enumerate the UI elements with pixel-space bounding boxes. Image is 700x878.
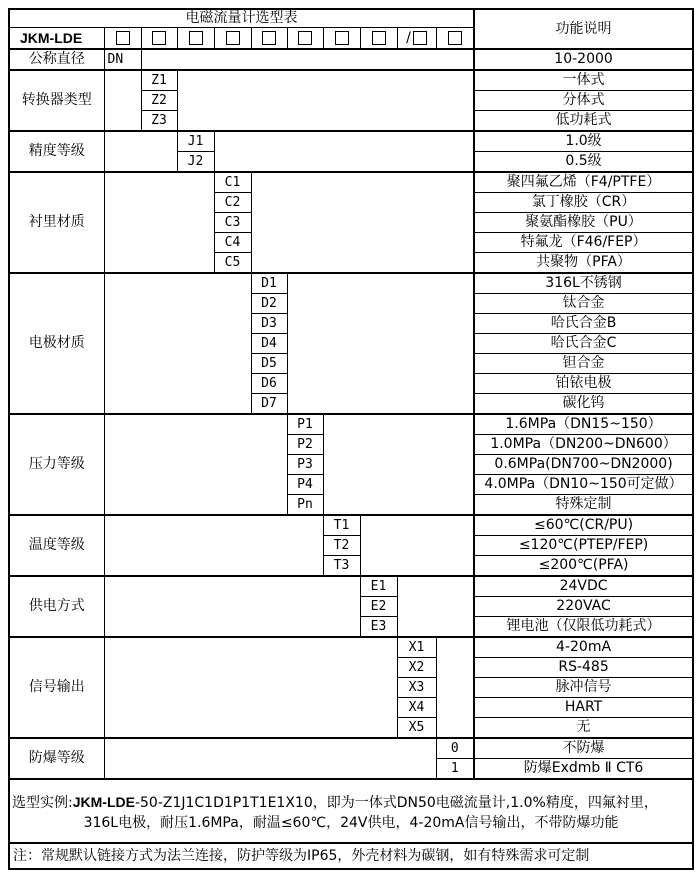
checkbox-icon[interactable] (189, 31, 203, 45)
slash-separator: / (406, 30, 411, 46)
code-cell: C3 (214, 213, 251, 233)
spacer-cell (104, 738, 436, 779)
example-text: -50-Z1J1C1D1P1T1E1X10，即为一体式DN50电磁流量计,1.0%精度，四氟衬里， (134, 794, 658, 811)
checkbox-icon[interactable] (262, 31, 276, 45)
code-cell: E2 (360, 597, 397, 617)
code-cell: E1 (360, 576, 397, 597)
desc-cell: 脉冲信号 (474, 678, 693, 698)
category-signal-output: 信号输出 (9, 637, 104, 738)
code-cell: X3 (397, 678, 436, 698)
code-cell: C2 (214, 193, 251, 213)
function-column-header: 功能说明 (474, 9, 693, 49)
code-cell: T2 (323, 536, 360, 556)
example-prefix: 选型实例: (12, 794, 73, 811)
desc-cell: HART (474, 698, 693, 718)
category-lining: 衬里材质 (9, 172, 104, 273)
checkbox-cell[interactable] (360, 28, 397, 50)
spacer-cell (323, 414, 474, 515)
code-cell: D1 (251, 273, 287, 294)
spacer-cell (104, 637, 397, 738)
desc-cell: 氯丁橡胶（CR） (474, 193, 693, 213)
code-cell: Pn (287, 495, 323, 516)
desc-cell: 哈氏合金B (474, 314, 693, 334)
example-line-2: 316L电极，耐压1.6MPa，耐温≤60℃，24V供电，4-20mA信号输出，不带防爆功能 (83, 814, 619, 831)
desc-cell: 碳化钨 (474, 394, 693, 415)
desc-cell: 1.6MPa（DN15~150） (474, 414, 693, 435)
code-cell: C4 (214, 233, 251, 253)
code-cell: D3 (251, 314, 287, 334)
desc-cell: 4.0MPa（DN10~150可定做） (474, 475, 693, 495)
checkbox-cell[interactable] (141, 28, 177, 50)
code-cell: D5 (251, 354, 287, 374)
desc-cell: 220VAC (474, 597, 693, 617)
desc-cell: 特氟龙（F46/FEP） (474, 233, 693, 253)
code-cell: Z3 (141, 111, 177, 132)
spacer-cell (251, 172, 474, 273)
spacer-cell (360, 515, 474, 576)
desc-cell: 24VDC (474, 576, 693, 597)
desc-cell: 聚四氟乙烯（F4/PTFE） (474, 172, 693, 193)
code-cell: D2 (251, 294, 287, 314)
checkbox-icon[interactable] (226, 31, 240, 45)
checkbox-cell[interactable] (323, 28, 360, 50)
desc-cell: RS-485 (474, 658, 693, 678)
spacer-cell (177, 70, 474, 131)
model-label: JKM-LDE (9, 28, 104, 50)
desc-cell: 1.0MPa（DN200~DN600） (474, 435, 693, 455)
desc-cell: 一体式 (474, 70, 693, 91)
spacer-cell (287, 273, 474, 414)
code-cell: P1 (287, 414, 323, 435)
selection-table (8, 8, 694, 870)
code-cell: J2 (177, 152, 214, 173)
example-row (9, 779, 693, 843)
desc-cell: 不防爆 (474, 738, 693, 759)
spacer-cell (397, 576, 474, 637)
checkbox-icon[interactable] (116, 31, 130, 45)
category-accuracy: 精度等级 (9, 131, 104, 172)
checkbox-cell[interactable] (287, 28, 323, 50)
category-power-supply: 供电方式 (9, 576, 104, 637)
spacer-cell (104, 515, 323, 576)
spacer-cell (104, 273, 251, 414)
category-pressure: 压力等级 (9, 414, 104, 515)
code-cell: Z2 (141, 91, 177, 111)
code-cell: P3 (287, 455, 323, 475)
desc-cell: 0.5级 (474, 152, 693, 173)
code-cell: P2 (287, 435, 323, 455)
code-cell: Z1 (141, 70, 177, 91)
code-cell: T3 (323, 556, 360, 577)
checkbox-cell[interactable] (436, 28, 474, 50)
desc-cell: 10-2000 (474, 49, 693, 70)
desc-cell: 分体式 (474, 91, 693, 111)
desc-cell: ≤200℃(PFA) (474, 556, 693, 577)
code-cell: P4 (287, 475, 323, 495)
desc-cell: 防爆Exdmb Ⅱ CT6 (474, 759, 693, 780)
category-electrode: 电极材质 (9, 273, 104, 414)
code-cell: J1 (177, 131, 214, 152)
desc-cell: 0.6MPa(DN700~DN2000) (474, 455, 693, 475)
checkbox-icon[interactable] (298, 31, 312, 45)
checkbox-cell[interactable] (397, 28, 436, 50)
code-cell: X5 (397, 718, 436, 739)
code-cell: D4 (251, 334, 287, 354)
code-cell: 1 (436, 759, 474, 780)
code-cell: C1 (214, 172, 251, 193)
code-cell: E3 (360, 617, 397, 638)
code-cell: 0 (436, 738, 474, 759)
category-explosion-proof: 防爆等级 (9, 738, 104, 779)
desc-cell: 4-20mA (474, 637, 693, 658)
desc-cell: 哈氏合金C (474, 334, 693, 354)
checkbox-icon[interactable] (372, 31, 386, 45)
checkbox-icon[interactable] (152, 31, 166, 45)
example-model: JKM-LDE (72, 793, 135, 810)
spacer-cell (104, 70, 141, 131)
spacer-cell (141, 49, 474, 70)
code-cell: D6 (251, 374, 287, 394)
spacer-cell (104, 131, 177, 172)
code-cell: X4 (397, 698, 436, 718)
desc-cell: 316L不锈钢 (474, 273, 693, 294)
desc-cell: ≤120℃(PTEP/FEP) (474, 536, 693, 556)
code-cell: C5 (214, 253, 251, 274)
checkbox-cell[interactable] (104, 28, 141, 50)
code-cell: T1 (323, 515, 360, 536)
spacer-cell (436, 637, 474, 738)
category-temperature: 温度等级 (9, 515, 104, 576)
spacer-cell (104, 172, 214, 273)
desc-cell: 低功耗式 (474, 111, 693, 132)
desc-cell: 聚氨酯橡胶（PU） (474, 213, 693, 233)
category-converter-type: 转换器类型 (9, 70, 104, 131)
note-row: 注：常规默认链接方式为法兰连接，防护等级为IP65，外壳材料为碳钢，如有特殊需求可定制 (9, 843, 693, 869)
code-cell: X1 (397, 637, 436, 658)
table-title: 电磁流量计选型表 (9, 9, 474, 28)
desc-cell: ≤60℃(CR/PU) (474, 515, 693, 536)
checkbox-cell[interactable] (177, 28, 214, 50)
checkbox-icon[interactable] (448, 31, 462, 45)
desc-cell: 1.0级 (474, 131, 693, 152)
desc-cell: 钽合金 (474, 354, 693, 374)
code-cell-dn: DN (104, 49, 141, 70)
desc-cell: 铂铱电极 (474, 374, 693, 394)
spacer-cell (104, 414, 287, 515)
code-cell: X2 (397, 658, 436, 678)
code-cell: D7 (251, 394, 287, 415)
spacer-cell (214, 131, 474, 172)
desc-cell: 共聚物（PFA） (474, 253, 693, 274)
checkbox-cell[interactable] (214, 28, 251, 50)
category-diameter: 公称直径 (9, 49, 104, 70)
checkbox-icon[interactable] (413, 31, 427, 45)
example-line-1 (12, 792, 690, 813)
desc-cell: 无 (474, 718, 693, 739)
desc-cell: 锂电池（仅限低功耗式） (474, 617, 693, 638)
checkbox-cell[interactable] (251, 28, 287, 50)
spacer-cell (104, 576, 360, 637)
desc-cell: 特殊定制 (474, 495, 693, 516)
checkbox-icon[interactable] (335, 31, 349, 45)
desc-cell: 钛合金 (474, 294, 693, 314)
